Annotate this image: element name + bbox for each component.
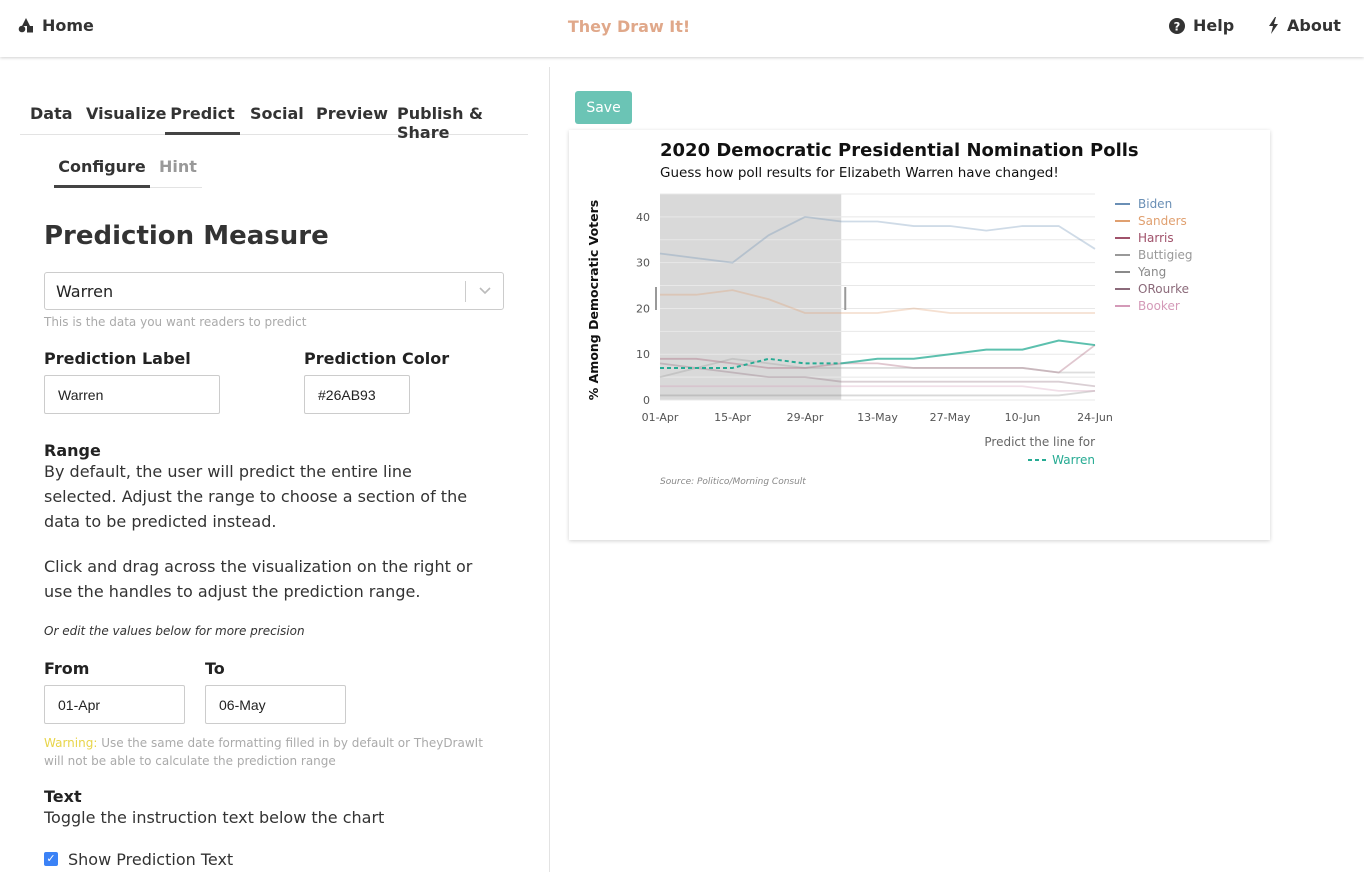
tab-data[interactable]: Data [30, 104, 73, 123]
text-description: Toggle the instruction text below the chart [44, 808, 385, 827]
chevron-down-icon [478, 282, 492, 300]
poll-chart [569, 130, 1270, 540]
x-tick-label: 24-Jun [1077, 411, 1113, 424]
legend-label-sanders: Sanders [1138, 214, 1187, 228]
range-description: By default, the user will predict the entire line selected. Adjust the range to choose a section of the data to be predicted instead. [44, 462, 468, 531]
tab-predict[interactable]: Predict [165, 98, 240, 135]
prediction-color-title: Prediction Color [304, 349, 450, 368]
prediction-label-input[interactable] [44, 375, 220, 414]
brand-title[interactable]: They Draw It! [567, 17, 691, 36]
legend-label-harris: Harris [1138, 231, 1174, 245]
x-tick-label: 15-Apr [714, 411, 751, 424]
chart-subtitle: Guess how poll results for Elizabeth Warren have changed! [660, 165, 1059, 181]
select-separator [465, 281, 466, 302]
tab-preview[interactable]: Preview [316, 104, 389, 123]
help-link[interactable] [1169, 16, 1234, 35]
main-tabs [20, 98, 528, 142]
chart-title: 2020 Democratic Presidential Nomination Polls [660, 140, 1139, 161]
measure-select[interactable] [44, 272, 504, 310]
warning-label: Warning: [44, 736, 98, 750]
to-input[interactable] [205, 685, 346, 724]
about-link[interactable] [1268, 16, 1341, 35]
question-circle-icon [1169, 18, 1185, 34]
prediction-line-actual [841, 340, 1095, 363]
legend-label-booker: Booker [1138, 299, 1180, 313]
top-navbar [0, 0, 1364, 57]
lightning-bolt-icon [1268, 17, 1279, 34]
prediction-label-title: Prediction Label [44, 349, 191, 368]
warning-note [44, 734, 504, 770]
warning-text: Use the same date formatting filled in by default or TheyDrawIt will not be able to calculate the prediction range [44, 736, 483, 768]
svg-text:?: ? [1173, 18, 1181, 33]
legend-label-buttigieg: Buttigieg [1138, 248, 1193, 262]
y-tick-label: 40 [636, 210, 650, 224]
legend-label-orourke: ORourke [1138, 282, 1190, 296]
range-instructions: Click and drag across the visualization on the right or use the handles to adjust the prediction range. [44, 557, 473, 601]
prediction-range-shade [660, 194, 841, 400]
tab-social[interactable]: Social [250, 104, 304, 123]
plot-area[interactable] [636, 194, 1193, 424]
x-tick-label: 13-May [857, 411, 898, 424]
to-label: To [205, 659, 225, 678]
x-tick-label: 29-Apr [786, 411, 824, 424]
measure-select-value: Warren [56, 282, 114, 301]
x-tick-label: 01-Apr [641, 411, 679, 424]
about-label: About [1287, 16, 1341, 35]
legend-label-biden: Biden [1138, 197, 1173, 211]
prediction-color-input[interactable] [304, 375, 410, 414]
save-button[interactable]: Save [575, 91, 632, 124]
help-label: Help [1193, 16, 1235, 35]
y-axis-label: % Among Democratic Voters [586, 199, 601, 401]
subtab-configure[interactable]: Configure [54, 152, 150, 188]
tab-publish-share[interactable]: Publish & Share [397, 104, 483, 142]
chart-card [569, 130, 1270, 540]
measure-hint: This is the data you want readers to predict [44, 315, 307, 329]
text-title: Text [44, 787, 82, 806]
from-input[interactable] [44, 685, 185, 724]
from-label: From [44, 659, 90, 678]
precision-note: Or edit the values below for more precision [44, 624, 305, 638]
chart-source: Source: Politico/Morning Consult [660, 477, 806, 487]
y-tick-label: 0 [643, 394, 650, 407]
prediction-legend-label: Warren [1052, 453, 1095, 467]
tab-visualize[interactable]: Visualize [86, 104, 167, 123]
panel-divider [549, 67, 550, 872]
legend-label-yang: Yang [1138, 265, 1167, 279]
x-tick-label: 27-May [929, 411, 971, 424]
subtab-hint[interactable]: Hint [159, 157, 197, 176]
predict-text: Predict the line for [984, 435, 1095, 449]
show-prediction-label: Show Prediction Text [68, 850, 234, 869]
range-title: Range [44, 441, 101, 460]
y-tick-label: 20 [636, 302, 650, 316]
y-tick-label: 30 [636, 256, 650, 270]
section-title: Prediction Measure [44, 221, 329, 251]
home-label: Home [42, 16, 94, 35]
sub-tabs [54, 152, 202, 188]
y-tick-label: 10 [636, 348, 650, 362]
x-tick-label: 10-Jun [1004, 411, 1041, 424]
show-prediction-checkbox[interactable]: ✓ [44, 852, 58, 866]
